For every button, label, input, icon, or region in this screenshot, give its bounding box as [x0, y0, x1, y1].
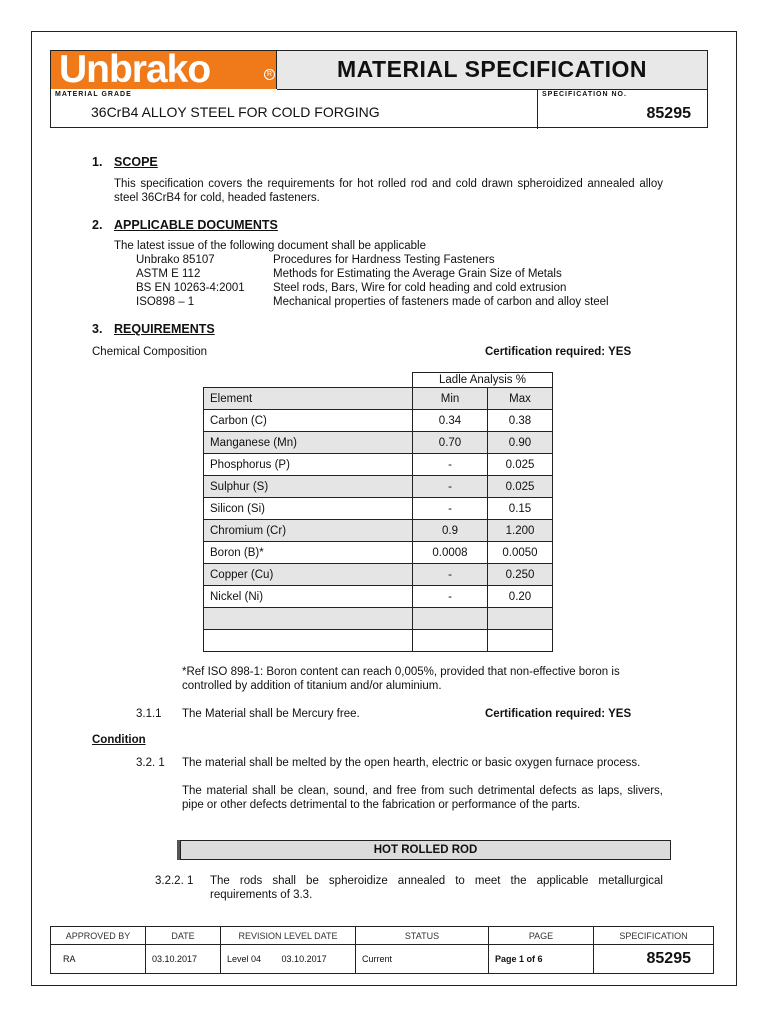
min-cell: 0.34	[413, 410, 488, 432]
scope-text: This specification covers the requirements for hot rolled rod and cold drawn spheroidized annealed alloy steel 36CrB4 for cold, headed fasteners.	[114, 178, 663, 204]
footer-revision-value	[221, 945, 356, 974]
element-cell: Copper (Cu)	[204, 564, 413, 586]
element-cell: Silicon (Si)	[204, 498, 413, 520]
min-cell: -	[413, 564, 488, 586]
column-header-max: Max	[488, 388, 553, 410]
table-row	[204, 476, 553, 498]
table-row	[204, 520, 553, 542]
min-cell: 0.0008	[413, 542, 488, 564]
condition-text-2: The material shall be clean, sound, and free from such detrimental defects as laps, slivers, pipe or other defects detrimental to the fabrication or performance of the parts.	[182, 785, 663, 811]
chemical-composition-table	[203, 372, 553, 652]
doc-ref: BS EN 10263-4:2001	[136, 282, 245, 294]
condition-text-1: The material shall be melted by the open hearth, electric or basic oxygen furnace process.	[182, 757, 641, 769]
footer-approved-value: RA	[51, 945, 146, 974]
documents-number: 2.	[92, 218, 103, 232]
min-cell: 0.9	[413, 520, 488, 542]
document-header	[50, 50, 708, 128]
registered-mark-icon: R	[264, 69, 275, 80]
footer-date-value: 03.10.2017	[146, 945, 221, 974]
footer-spec-value: 85295	[594, 945, 714, 974]
footer-status-value: Current	[356, 945, 489, 974]
hot-rolled-number: 3.2.2. 1	[155, 875, 194, 887]
material-grade-value: 36CrB4 ALLOY STEEL FOR COLD FORGING	[91, 104, 380, 120]
doc-desc: Mechanical properties of fasteners made of carbon and alloy steel	[273, 296, 609, 308]
footer-approved-header: APPROVED BY	[51, 927, 146, 945]
footer-revision-date: 03.10.2017	[281, 954, 327, 964]
footer-page-header: PAGE	[489, 927, 594, 945]
footer-value-row	[51, 945, 714, 974]
max-cell: 1.200	[488, 520, 553, 542]
table-row-empty	[204, 608, 553, 630]
min-cell: -	[413, 498, 488, 520]
certification-required: Certification required: YES	[485, 346, 632, 358]
table-row	[204, 564, 553, 586]
doc-desc: Steel rods, Bars, Wire for cold heading and cold extrusion	[273, 282, 567, 294]
max-cell: 0.38	[488, 410, 553, 432]
table-row	[204, 542, 553, 564]
footer-page-value: Page 1 of 6	[489, 945, 594, 974]
documents-intro: The latest issue of the following document shall be applicable	[114, 240, 426, 252]
max-cell: 0.0050	[488, 542, 553, 564]
ladle-analysis-header: Ladle Analysis %	[413, 373, 553, 388]
footer-level: Level 04	[227, 954, 262, 964]
title-box	[277, 51, 707, 90]
requirements-heading: REQUIREMENTS	[114, 322, 215, 336]
spec-number-label: SPECIFICATION NO.	[542, 91, 627, 98]
scope-number: 1.	[92, 155, 103, 169]
column-header-min: Min	[413, 388, 488, 410]
table-row	[204, 432, 553, 454]
hot-rolled-rod-banner: HOT ROLLED ROD	[180, 840, 671, 860]
element-cell: Manganese (Mn)	[204, 432, 413, 454]
table-header-row	[204, 388, 553, 410]
doc-desc: Procedures for Hardness Testing Fasteners	[273, 254, 495, 266]
mercury-number: 3.1.1	[136, 708, 162, 720]
mercury-certification: Certification required: YES	[485, 708, 632, 720]
min-cell: -	[413, 476, 488, 498]
requirements-number: 3.	[92, 322, 103, 336]
condition-number: 3.2. 1	[136, 757, 165, 769]
condition-heading: Condition	[92, 734, 146, 746]
boron-note: *Ref ISO 898-1: Boron content can reach 0,005%, provided that non-effective boron is controlled by addition of titanium and/or aluminium.	[182, 666, 620, 692]
element-cell: Sulphur (S)	[204, 476, 413, 498]
table-row-empty	[204, 630, 553, 652]
element-cell: Boron (B)*	[204, 542, 413, 564]
footer-spec-header: SPECIFICATION	[594, 927, 714, 945]
max-cell: 0.90	[488, 432, 553, 454]
table-row	[204, 410, 553, 432]
max-cell: 0.250	[488, 564, 553, 586]
documents-heading: APPLICABLE DOCUMENTS	[114, 218, 278, 232]
element-cell: Nickel (Ni)	[204, 586, 413, 608]
material-grade-cell	[51, 89, 538, 129]
element-cell: Chromium (Cr)	[204, 520, 413, 542]
doc-ref: Unbrako 85107	[136, 254, 215, 266]
mercury-text: The Material shall be Mercury free.	[182, 708, 360, 720]
doc-ref: ISO898 – 1	[136, 296, 195, 308]
footer-header-row	[51, 927, 714, 945]
footer-table	[50, 926, 714, 974]
column-header-element: Element	[204, 388, 413, 410]
footer-revision-header: REVISION LEVEL DATE	[221, 927, 356, 945]
table-row	[204, 454, 553, 476]
max-cell: 0.025	[488, 476, 553, 498]
max-cell: 0.15	[488, 498, 553, 520]
spec-number-cell	[538, 89, 707, 129]
max-cell: 0.20	[488, 586, 553, 608]
footer-date-header: DATE	[146, 927, 221, 945]
table-row	[204, 586, 553, 608]
max-cell: 0.025	[488, 454, 553, 476]
min-cell: -	[413, 454, 488, 476]
element-cell: Phosphorus (P)	[204, 454, 413, 476]
doc-desc: Methods for Estimating the Average Grain Size of Metals	[273, 268, 562, 280]
element-cell: Carbon (C)	[204, 410, 413, 432]
min-cell: -	[413, 586, 488, 608]
document-title: MATERIAL SPECIFICATION	[337, 56, 647, 82]
doc-ref: ASTM E 112	[136, 268, 201, 280]
footer-status-header: STATUS	[356, 927, 489, 945]
material-grade-label: MATERIAL GRADE	[55, 91, 132, 98]
chemical-composition-label: Chemical Composition	[92, 346, 208, 358]
spec-number-value: 85295	[646, 105, 691, 122]
hot-rolled-text: The rods shall be spheroidize annealed to meet the applicable metallurgical requirements of 3.3.	[210, 875, 663, 901]
min-cell: 0.70	[413, 432, 488, 454]
scope-heading: SCOPE	[114, 155, 158, 169]
table-row	[204, 498, 553, 520]
unbrako-logo: Unbrako R	[51, 51, 277, 89]
